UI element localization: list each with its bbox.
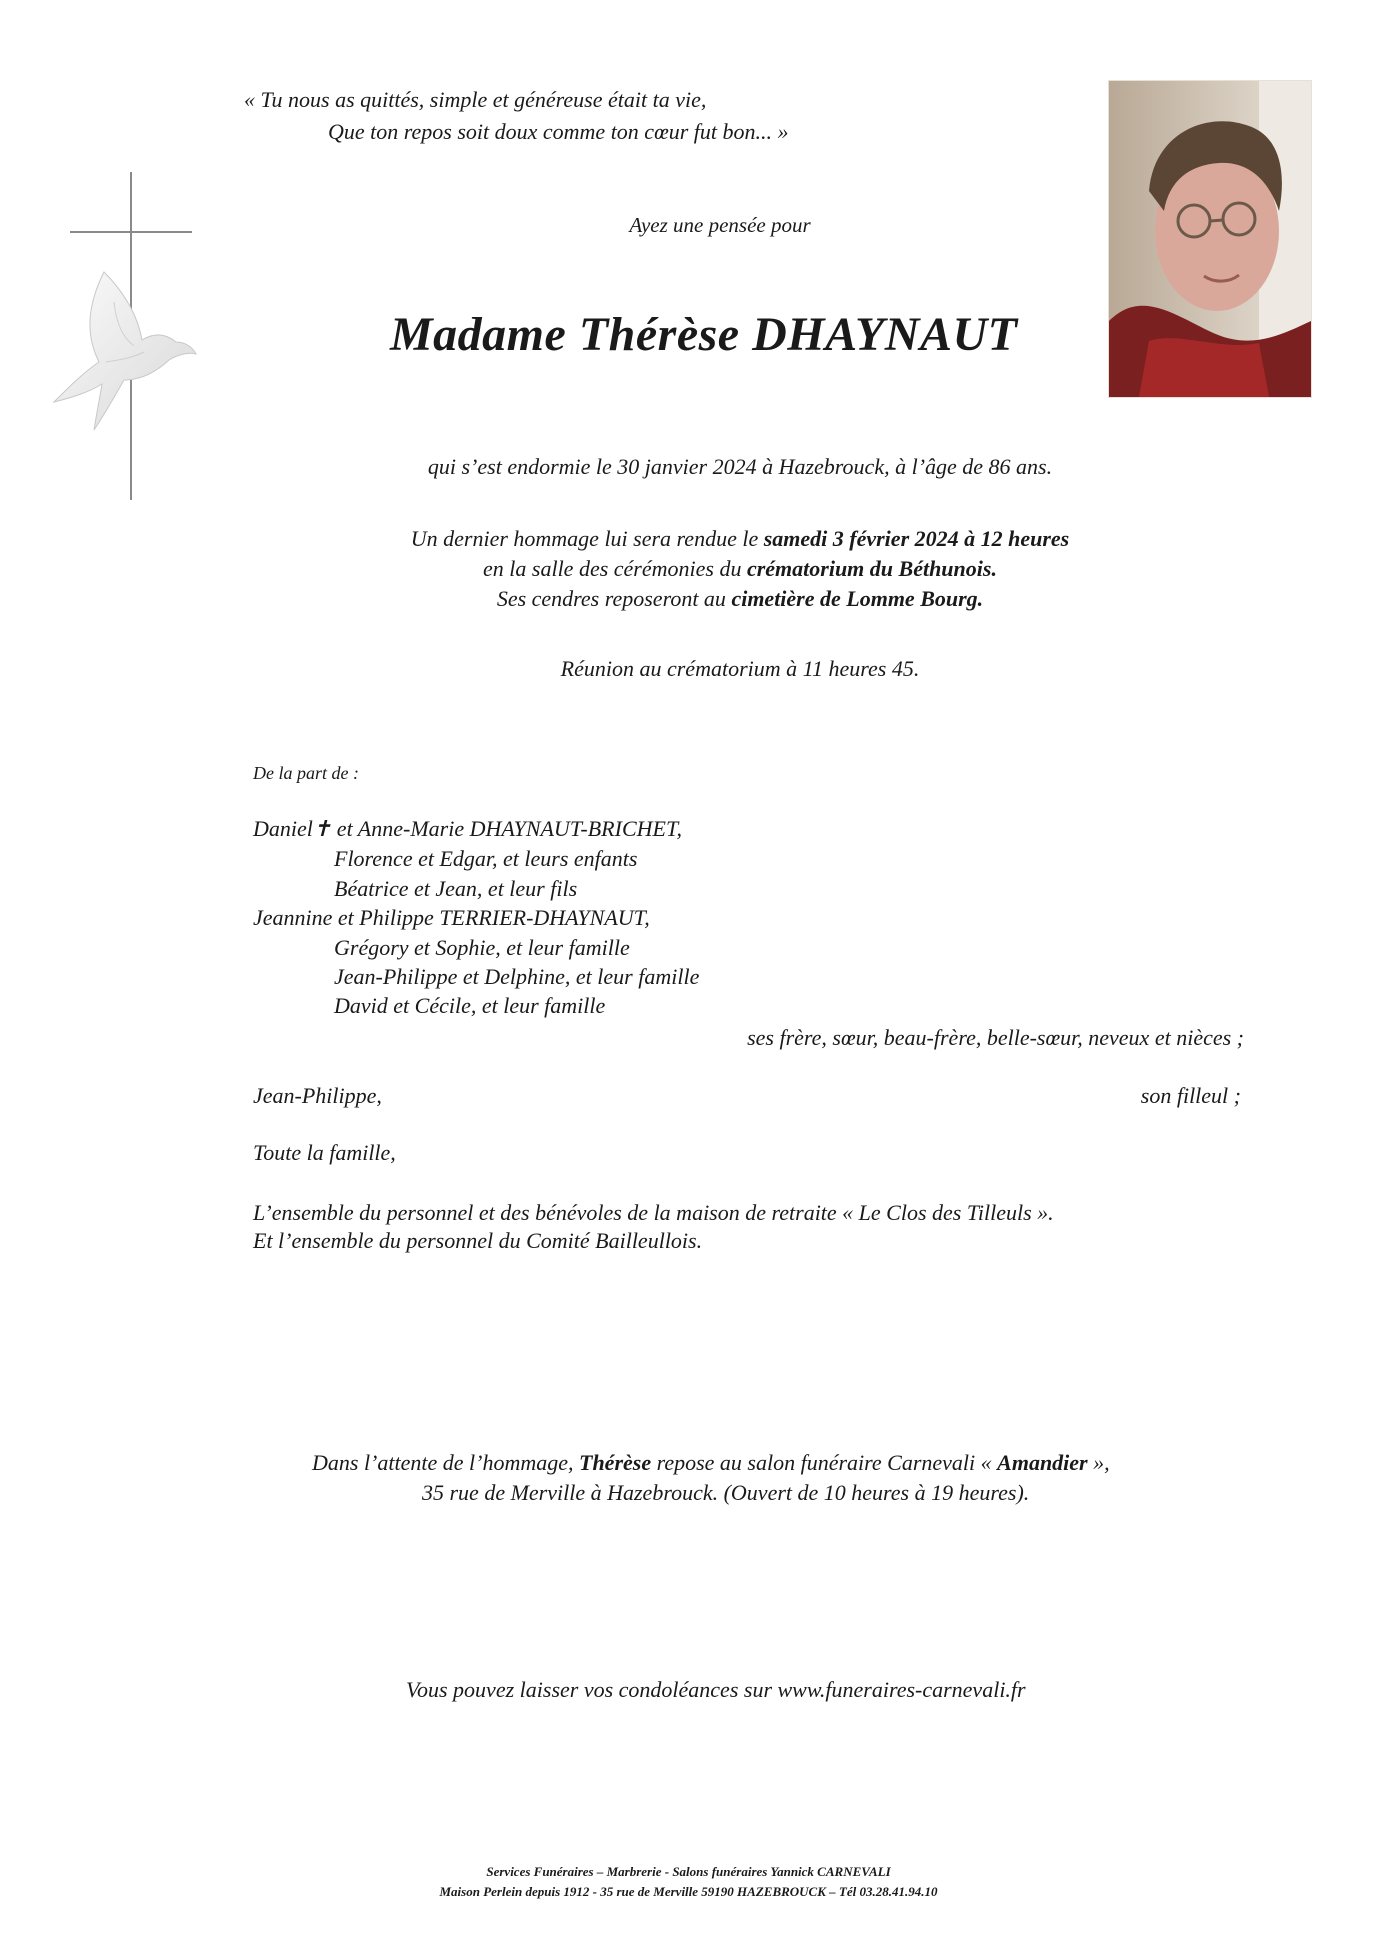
rest-line-1-c: repose au salon funéraire Carnevali « [651, 1450, 998, 1475]
godson-relation: son filleul ; [1140, 1083, 1241, 1108]
rest-line-1-e: », [1087, 1450, 1110, 1475]
family-group-2-child-1: Grégory et Sophie, et leur famille [334, 935, 630, 960]
family-group-1-child-1: Florence et Edgar, et leurs enfants [334, 846, 638, 871]
epigraph-line-2: Que ton repos soit doux comme ton cœur fut bon... » [328, 119, 789, 144]
family-group-2-child-3: David et Cécile, et leur famille [334, 993, 606, 1018]
ceremony-line-1-text: Un dernier hommage lui sera rendue le [410, 526, 764, 551]
rest-line-1 [312, 1450, 1110, 1476]
family-relation: ses frère, sœur, beau-frère, belle-sœur, neveux et nièces ; [747, 1025, 1244, 1050]
condolences-text: Vous pouvez laisser vos condoléances sur www.funeraires-carnevali.fr [406, 1677, 1026, 1702]
rest-line-1-a: Dans l’attente de l’hommage, [312, 1450, 579, 1475]
ceremony-line-3 [320, 584, 1160, 614]
ceremony-line-1 [320, 524, 1160, 554]
portrait-image [1109, 81, 1311, 397]
staff-line-1: L’ensemble du personnel et des bénévoles de la maison de retraite « Le Clos des Tilleuls ». [253, 1200, 1054, 1225]
epigraph-line-1: « Tu nous as quittés, simple et généreuse était ta vie, [244, 87, 707, 112]
epigraph [244, 84, 789, 148]
family-group-1-head: Daniel✝ et Anne-Marie DHAYNAUT-BRICHET, [253, 816, 683, 841]
all-family: Toute la famille, [253, 1140, 396, 1165]
meeting-text: Réunion au crématorium à 11 heures 45. [560, 656, 920, 681]
godson-name: Jean-Philippe, [253, 1083, 382, 1108]
footer-line-1: Services Funéraires – Marbrerie - Salons funéraires Yannick CARNEVALI [486, 1864, 891, 1879]
portrait-photo [1108, 80, 1312, 398]
from-label: De la part de : [253, 763, 359, 783]
family-group-2-child-2: Jean-Philippe et Delphine, et leur famille [334, 964, 700, 989]
intro-text: Ayez une pensée pour [629, 213, 811, 237]
passing-text: qui s’est endormie le 30 janvier 2024 à Hazebrouck, à l’âge de 86 ans. [427, 454, 1053, 479]
family-group-2-head: Jeannine et Philippe TERRIER-DHAYNAUT, [253, 905, 650, 930]
rest-name: Thérèse [579, 1450, 652, 1475]
footer-line-2: Maison Perlein depuis 1912 - 35 rue de Merville 59190 HAZEBROUCK – Tél 03.28.41.94.10 [439, 1884, 938, 1899]
dove-icon [44, 262, 202, 432]
ceremony-line-2 [320, 554, 1160, 584]
ceremony-line-3-text: Ses cendres reposeront au [496, 586, 732, 611]
staff-line-2: Et l’ensemble du personnel du Comité Bailleullois. [253, 1228, 703, 1253]
rest-salon: Amandier [997, 1450, 1088, 1475]
ceremony-cemetery: cimetière de Lomme Bourg. [731, 586, 984, 611]
rest-line-2: 35 rue de Merville à Hazebrouck. (Ouvert de 10 heures à 19 heures). [422, 1480, 1030, 1505]
footer [0, 1862, 1377, 1902]
ceremony-line-2-text: en la salle des cérémonies du [483, 556, 747, 581]
family-group-1-child-2: Béatrice et Jean, et leur fils [334, 876, 578, 901]
ceremony-date: samedi 3 février 2024 à 12 heures [763, 526, 1070, 551]
deceased-name: Madame Thérèse DHAYNAUT [390, 308, 1018, 361]
ceremony-venue: crématorium du Béthunois. [746, 556, 997, 581]
ceremony-block [320, 524, 1160, 614]
